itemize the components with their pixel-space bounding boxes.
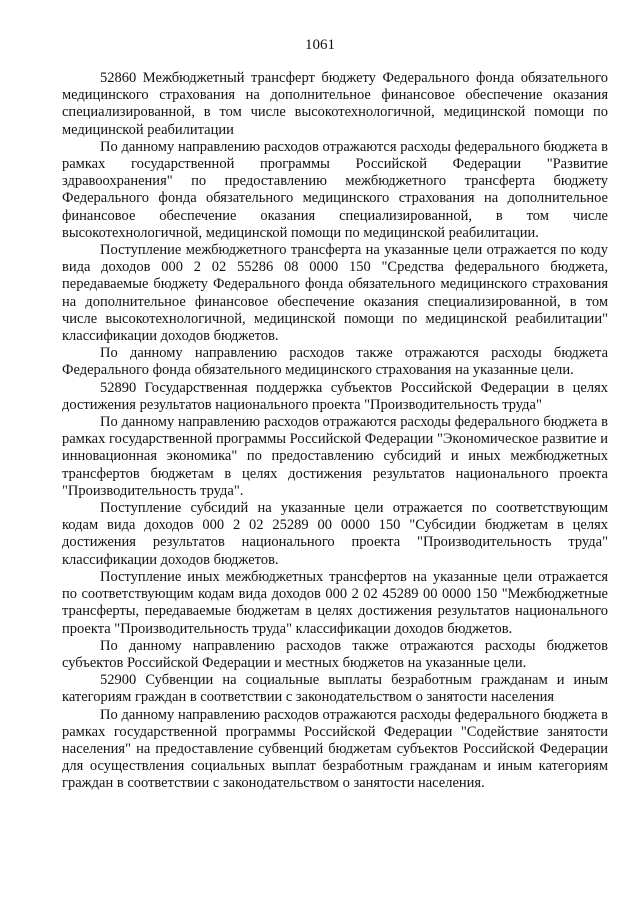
paragraph: Поступление субсидий на указанные цели отражается по соответствующим кодам вида доходов 000 2 02 25289 00 0000 150 "Субсидии бюджетам в целях достижения результатов национального проекта "Производительность труда" классификации доходов бюджетов. — [62, 500, 608, 568]
paragraph: Поступление межбюджетного трансферта на указанные цели отражается по коду вида доходов 000 2 02 55286 08 0000 150 "Средства федерального бюджета, передаваемые бюджету Федерального фонда обязательного медицинского страхования на дополнительное финансовое обеспечение оказания специализированной, в том числе высокотехнологичной, медицинской помощи по медицинской реабилитации" классификации доходов бюджетов. — [62, 242, 608, 345]
paragraph-52890-heading: 52890 Государственная поддержка субъектов Российской Федерации в целях достижения результатов национального проекта "Производительность труда" — [62, 379, 608, 413]
paragraph-52860-heading: 52860 Межбюджетный трансферт бюджету Федерального фонда обязательного медицинского страхования на дополнительное финансовое обеспечение оказания специализированной, в том числе высокотехнологичной, медицинской помощи по медицинской реабилитации — [62, 70, 608, 138]
paragraph: По данному направлению расходов также отражаются расходы бюджета Федерального фонда обязательного медицинского страхования на указанные цели. — [62, 345, 608, 379]
paragraph: Поступление иных межбюджетных трансфертов на указанные цели отражается по соответствующим кодам вида доходов 000 2 02 45289 00 0000 150 "Межбюджетные трансферты, передаваемые бюджетам в целях достижения результатов национального проекта "Производительность труда" классификации доходов бюджетов. — [62, 568, 608, 637]
paragraph: По данному направлению расходов отражаются расходы федерального бюджета в рамках государственной программы Российской Федерации "Развитие здравоохранения" по предоставлению межбюджетного трансферта бюджету Федерального фонда обязательного медицинского страхования на дополнительное финансовое обеспечение оказания специализированной, в том числе высокотехнологичной, медицинской помощи по медицинской реабилитации. — [62, 138, 608, 241]
page-number: 1061 — [305, 37, 335, 53]
paragraph: По данному направлению расходов отражаются расходы федерального бюджета в рамках государственной программы Российской Федерации "Экономическое развитие и инновационная экономика" по предоставлению субсидий и иных межбюджетных трансфертов бюджетам в целях достижения результатов национального проекта "Производительность труда". — [62, 414, 608, 499]
paragraph: По данному направлению расходов также отражаются расходы бюджетов субъектов Российской Федерации и местных бюджетов на указанные цели. — [62, 637, 608, 671]
paragraph-52900-heading: 52900 Субвенции на социальные выплаты безработным гражданам и иным категориям граждан в соответствии с законодательством о занятости населения — [62, 672, 608, 706]
paragraph: По данному направлению расходов отражаются расходы федерального бюджета в рамках государственной программы Российской Федерации "Содействие занятости населения" на предоставление субвенций бюджетам субъектов Российской Федерации для осуществления социальных выплат безработным гражданам и иным категориям граждан в соответствии с законодательством о занятости населения. — [62, 706, 608, 792]
document-body — [62, 70, 608, 793]
